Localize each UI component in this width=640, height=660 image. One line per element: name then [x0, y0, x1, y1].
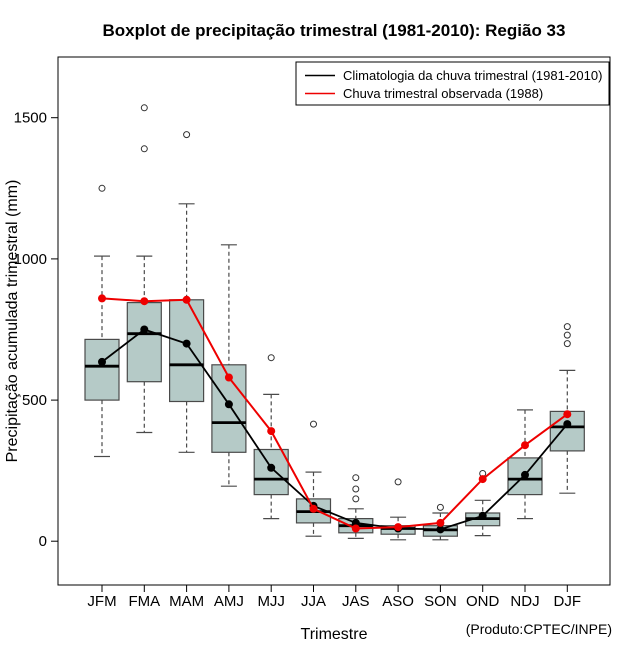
outlier-point	[564, 332, 570, 338]
y-tick-label: 500	[21, 392, 47, 410]
box-iqr	[85, 339, 119, 400]
boxplot-jja	[297, 421, 331, 536]
x-tick-label: AMJ	[213, 593, 244, 610]
series-point	[267, 427, 275, 435]
box-iqr	[127, 303, 161, 382]
boxplot-djf	[550, 324, 584, 494]
series-point	[310, 505, 318, 513]
series-point	[183, 296, 191, 304]
boxplot-mam	[170, 132, 204, 453]
x-tick-label: FMA	[128, 593, 161, 610]
series-point	[394, 523, 402, 531]
boxplot-fma	[127, 105, 161, 433]
legend	[296, 62, 609, 105]
outlier-point	[353, 486, 359, 492]
outlier-point	[99, 185, 105, 191]
boxplot-ndj	[508, 410, 542, 519]
x-tick-label: JFM	[87, 593, 117, 610]
series-point	[140, 326, 148, 334]
outlier-point	[353, 475, 359, 481]
box-iqr	[170, 300, 204, 402]
series-point	[140, 297, 148, 305]
x-tick-label: NDJ	[510, 593, 540, 610]
outlier-point	[141, 146, 147, 152]
x-tick-label: MAM	[169, 593, 205, 610]
plot-layer	[14, 105, 585, 610]
boxplot-jfm	[85, 185, 119, 456]
x-tick-label: JAS	[342, 593, 370, 610]
x-tick-label: SON	[424, 593, 457, 610]
y-tick-label: 0	[38, 533, 47, 551]
boxplot-mjj	[254, 355, 288, 519]
outlier-point	[395, 479, 401, 485]
series-observada	[98, 294, 571, 532]
x-tick-label: OND	[466, 593, 500, 610]
series-point	[563, 420, 571, 428]
series-point	[521, 471, 529, 479]
chart-title: Boxplot de precipitação trimestral (1981-2010): Região 33	[102, 21, 566, 40]
series-point	[521, 441, 529, 449]
series-point	[225, 400, 233, 408]
x-axis-title: Trimestre	[300, 626, 368, 643]
boxplot-amj	[212, 245, 246, 486]
outlier-point	[353, 496, 359, 502]
y-axis-title: Precipitação acumulada trimestral (mm)	[4, 179, 21, 463]
series-point	[479, 475, 487, 483]
legend-label-observada: Chuva trimestral observada (1988)	[343, 86, 544, 101]
outlier-point	[311, 421, 317, 427]
legend-label-climatologia: Climatologia da chuva trimestral (1981-2010)	[343, 68, 603, 83]
credit-label: (Produto:CPTEC/INPE)	[465, 621, 612, 637]
series-point	[563, 410, 571, 418]
series-point	[352, 525, 360, 533]
y-tick-label: 1500	[13, 109, 47, 127]
outlier-point	[437, 504, 443, 510]
series-point	[479, 512, 487, 520]
box-iqr	[254, 450, 288, 495]
x-tick-label: MJJ	[257, 593, 285, 610]
series-point	[98, 294, 106, 302]
series-point	[225, 374, 233, 382]
series-point	[436, 519, 444, 527]
x-tick-label: DJF	[553, 593, 582, 610]
outlier-point	[268, 355, 274, 361]
series-climatologia	[98, 326, 571, 534]
x-tick-label: ASO	[382, 593, 414, 610]
outlier-point	[564, 341, 570, 347]
series-point	[183, 340, 191, 348]
outlier-point	[564, 324, 570, 330]
y-tick-label: 1000	[13, 250, 47, 268]
x-tick-label: JJA	[300, 593, 327, 610]
outlier-point	[184, 132, 190, 138]
series-point	[98, 358, 106, 366]
series-point	[267, 464, 275, 472]
outlier-point	[141, 105, 147, 111]
